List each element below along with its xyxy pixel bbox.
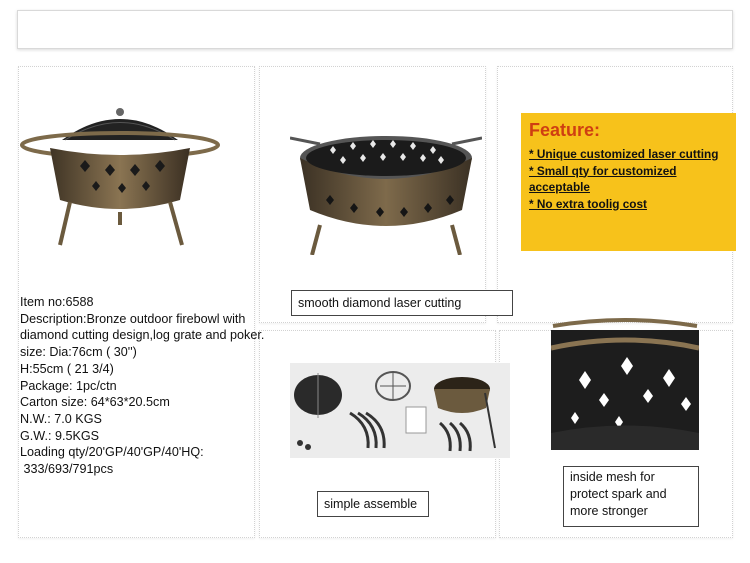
feature-points [529,146,718,212]
spec-line: G.W.: 9.5KGS [20,428,100,443]
spec-line: Description:Bronze outdoor firebowl with [20,311,246,326]
feature-point: acceptable [529,180,590,194]
spec-line: Carton size: 64*63*20.5cm [20,395,170,410]
feature-point: * Unique customized laser cutting [529,147,719,161]
caption-line: protect spark and [570,487,667,501]
spec-line: Package: 1pc/ctn [20,378,117,393]
spec-line: H:55cm ( 21 3/4) [20,361,114,376]
caption-line: more stronger [570,504,648,518]
caption-laser-cutting: smooth diamond laser cutting [291,290,513,316]
firebowl-product-image [20,100,220,250]
caption-inside-mesh [563,466,699,527]
laser-cutting-image [290,130,482,255]
mesh-detail-image [551,318,699,450]
feature-title: Feature: [529,120,601,140]
spec-line: Loading qty/20'GP/40'GP/40'HQ: [20,445,204,460]
spec-line: Item no:6588 [20,295,94,309]
assembly-parts-image [290,363,510,458]
feature-box [521,113,736,251]
spec-line: N.W.: 7.0 KGS [20,411,102,426]
spec-line: size: Dia:76cm ( 30'') [20,345,137,360]
feature-point: * No extra toolig cost [529,196,647,211]
caption-simple-assemble: simple assemble [317,491,429,517]
top-header-bar [17,10,733,49]
feature-point: * Small qty for customized [529,163,677,178]
spec-line: 333/693/791pcs [20,462,114,477]
spec-line: diamond cutting design,log grate and poker. [20,328,265,343]
caption-line: inside mesh for [570,470,655,484]
product-spec-text [20,294,290,478]
